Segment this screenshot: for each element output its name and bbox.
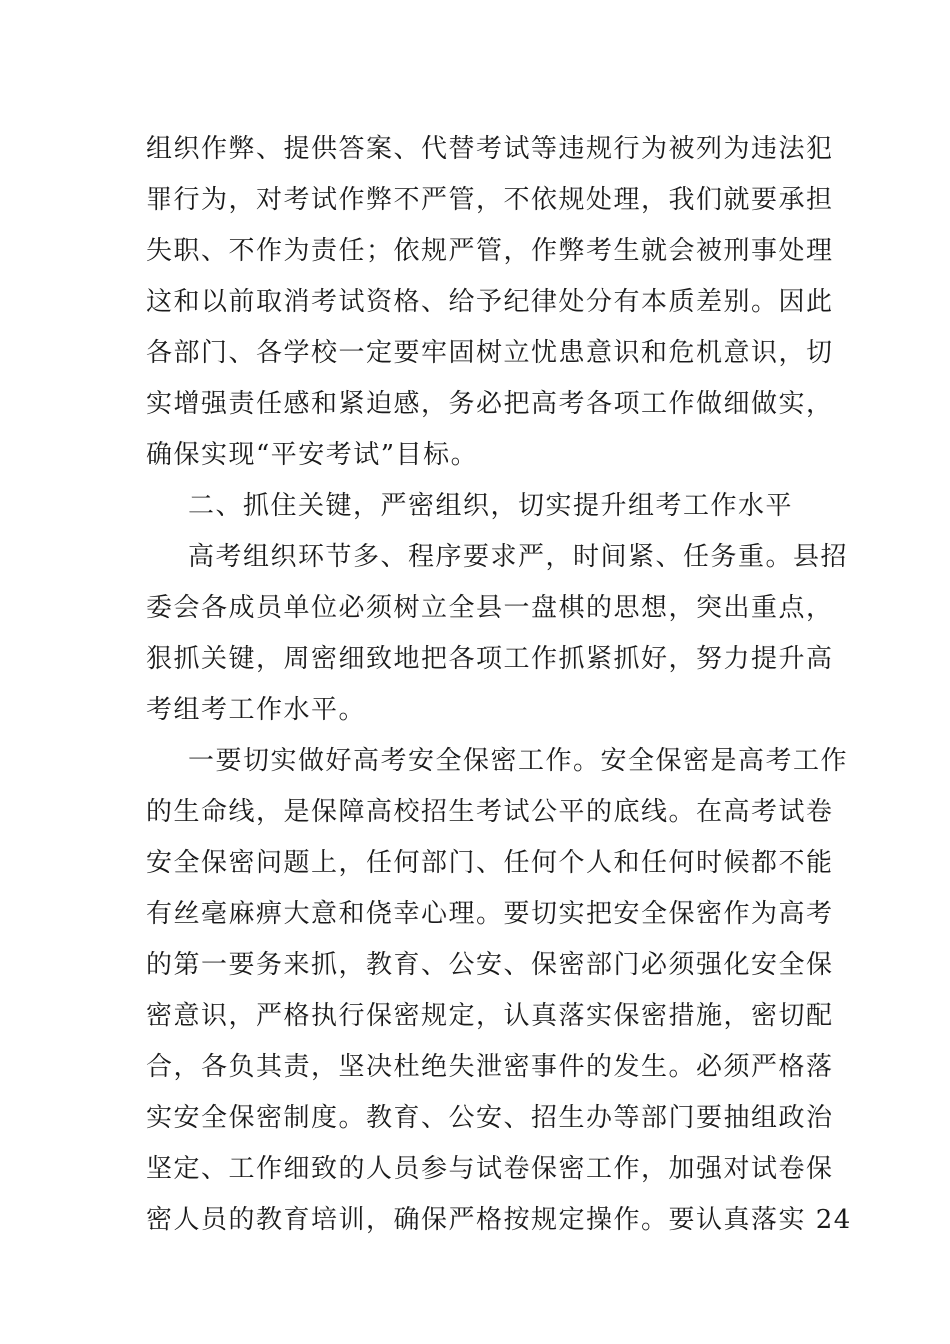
text-line: 失职、不作为责任；依规严管，作弊考生就会被刑事处理: [146, 236, 834, 266]
text-line: 确保实现“平安考试”目标。: [146, 440, 479, 470]
text-line: 各部门、各学校一定要牢固树立忧患意识和危机意识，切: [146, 338, 834, 368]
text-line: 有丝毫麻痹大意和侥幸心理。要切实把安全保密作为高考: [146, 899, 834, 929]
text-line: 实增强责任感和紧迫感，务必把高考各项工作做细做实，: [146, 389, 834, 419]
text-line: 密意识，严格执行保密规定，认真落实保密措施，密切配: [146, 1001, 834, 1031]
text-line: 坚定、工作细致的人员参与试卷保密工作，加强对试卷保: [146, 1154, 834, 1184]
text-line: 安全保密问题上，任何部门、任何个人和任何时候都不能: [146, 848, 834, 878]
text-line: 考组考工作水平。: [146, 695, 367, 725]
text-line: 委会各成员单位必须树立全县一盘棋的思想，突出重点，: [146, 593, 834, 623]
text-line: 罪行为，对考试作弊不严管，不依规处理，我们就要承担: [146, 185, 834, 215]
text-line: 的生命线，是保障高校招生考试公平的底线。在高考试卷: [146, 797, 834, 827]
document-body: [146, 124, 852, 1246]
text-line: 密人员的教育培训，确保严格按规定操作。要认真落实 24: [146, 1205, 852, 1235]
text-line: 的第一要务来抓，教育、公安、保密部门必须强化安全保: [146, 950, 834, 980]
text-line: 实安全保密制度。教育、公安、招生办等部门要抽组政治: [146, 1103, 834, 1133]
text-line: 合，各负其责，坚决杜绝失泄密事件的发生。必须严格落: [146, 1052, 834, 1082]
section-heading: 二、抓住关键，严密组织，切实提升组考工作水平: [188, 491, 794, 521]
text-line: 一要切实做好高考安全保密工作。安全保密是高考工作: [188, 746, 849, 776]
text-line: 组织作弊、提供答案、代替考试等违规行为被列为违法犯: [146, 134, 834, 164]
text-line: 高考组织环节多、程序要求严，时间紧、任务重。县招: [188, 542, 849, 572]
text-line: 狠抓关键，周密细致地把各项工作抓紧抓好，努力提升高: [146, 644, 834, 674]
text-line: 这和以前取消考试资格、给予纪律处分有本质差别。因此: [146, 287, 834, 317]
